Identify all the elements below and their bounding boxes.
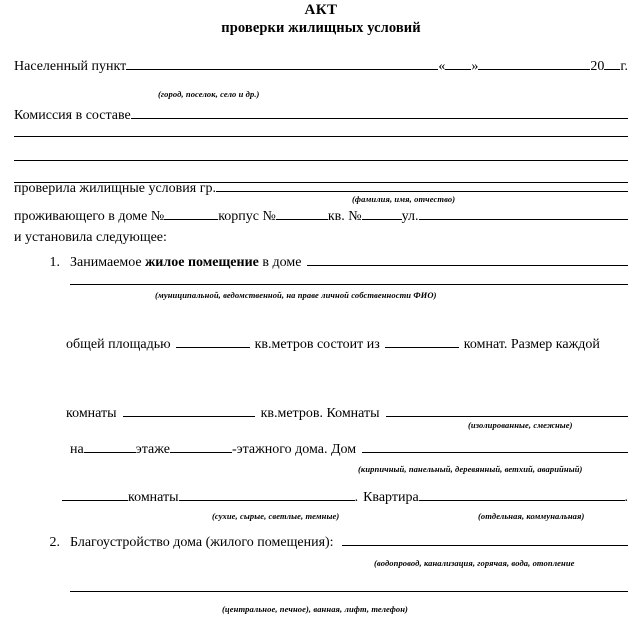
area-row bbox=[66, 336, 628, 353]
item-2-number: 2. bbox=[49, 535, 60, 550]
checked-label: проверила жилищные условия гр. bbox=[14, 181, 216, 196]
item-1-line-2[interactable] bbox=[70, 284, 628, 285]
item-2-line-2[interactable] bbox=[70, 591, 628, 592]
citizen-name-input[interactable] bbox=[216, 180, 628, 192]
commission-line-2[interactable] bbox=[14, 136, 628, 137]
area-middle-label: кв.метров состоит из bbox=[254, 337, 380, 352]
page-title: АКТ bbox=[304, 2, 338, 18]
day-input[interactable] bbox=[445, 58, 471, 70]
room-quality-row bbox=[62, 489, 628, 506]
hint-rooms-type: (изолированные, смежные) bbox=[468, 420, 573, 430]
house-type-input[interactable] bbox=[362, 441, 628, 453]
hint-full-name: (фамилия, имя, отчество) bbox=[352, 194, 456, 204]
settlement-input[interactable] bbox=[126, 58, 438, 70]
apartment-number-input[interactable] bbox=[362, 208, 402, 220]
item-2-text: Благоустройство дома (жилого помещения): bbox=[70, 535, 334, 550]
rooms-type-input[interactable] bbox=[386, 405, 628, 417]
rooms-prefix-label: комнаты bbox=[66, 406, 117, 421]
room-quality-input[interactable] bbox=[179, 489, 355, 501]
date-close-quote: » bbox=[471, 59, 479, 74]
street-input[interactable] bbox=[419, 208, 628, 220]
apartment-word: Квартира bbox=[363, 490, 419, 505]
area-prefix-label: общей площадью bbox=[66, 337, 171, 352]
hint-apartment-type: (отдельная, коммунальная) bbox=[478, 511, 585, 521]
hint-rooms-quality: (сухие, сырые, светлые, темные) bbox=[212, 511, 340, 521]
page-subtitle: проверки жилищных условий bbox=[221, 20, 421, 36]
hint-ownership: (муниципальной, ведомственной, на праве личной собственности ФИО) bbox=[155, 290, 437, 300]
date-open-quote: « bbox=[438, 59, 446, 74]
hint-house-type: (кирпичный, панельный, деревянный, ветхий, аварийный) bbox=[358, 464, 583, 474]
hint-amenities-2: (центральное, печное), ванная, лифт, телефон) bbox=[222, 604, 408, 614]
settlement-row bbox=[14, 58, 628, 75]
item-1-number: 1. bbox=[49, 255, 60, 270]
hint-amenities-1: (водопровод, канализация, горячая, вода, отопление bbox=[374, 558, 575, 568]
year-prefix: 20 bbox=[590, 59, 605, 74]
floor-prefix-label: на bbox=[70, 442, 84, 457]
year-input[interactable] bbox=[604, 58, 620, 70]
item-1-bold-text: жилое помещение bbox=[145, 255, 259, 270]
address-row bbox=[14, 208, 628, 225]
room-area-input[interactable] bbox=[123, 405, 255, 417]
commission-row bbox=[14, 107, 628, 124]
house-number-input[interactable] bbox=[164, 208, 218, 220]
room-quality-prefix-input[interactable] bbox=[62, 489, 128, 501]
apartment-period: . bbox=[624, 490, 628, 505]
hint-settlement: (город, поселок, село и др.) bbox=[158, 89, 260, 99]
item-1-row bbox=[38, 254, 628, 271]
building-label: корпус № bbox=[218, 209, 276, 224]
total-floors-input[interactable] bbox=[170, 441, 232, 453]
year-suffix: г. bbox=[620, 59, 628, 74]
title-block bbox=[0, 0, 642, 38]
floor-number-input[interactable] bbox=[84, 441, 136, 453]
room-quality-word: комнаты bbox=[128, 490, 179, 505]
total-area-input[interactable] bbox=[176, 336, 250, 348]
established-row bbox=[14, 230, 167, 246]
established-label: и установила следующее: bbox=[14, 230, 167, 245]
settlement-label: Населенный пункт bbox=[14, 59, 127, 74]
room-quality-period: . bbox=[354, 490, 359, 505]
apartment-type-input[interactable] bbox=[419, 489, 625, 501]
building-number-input[interactable] bbox=[276, 208, 328, 220]
street-label: ул. bbox=[401, 209, 419, 224]
item-1-text-before: Занимаемое bbox=[70, 255, 146, 270]
item-2-row bbox=[38, 534, 628, 551]
floor-row bbox=[70, 441, 628, 458]
rooms-count-input[interactable] bbox=[385, 336, 459, 348]
residing-label: проживающего в доме № bbox=[14, 209, 165, 224]
rooms-middle-label: кв.метров. Комнаты bbox=[260, 406, 380, 421]
item-2-amenities-input[interactable] bbox=[342, 534, 628, 546]
floor-after-label: -этажного дома. Дом bbox=[231, 442, 357, 457]
floor-middle-label: этаже bbox=[135, 442, 170, 457]
apartment-label: кв. № bbox=[327, 209, 362, 224]
checked-row bbox=[14, 180, 628, 197]
commission-label: Комиссия в составе bbox=[14, 108, 131, 123]
commission-line-3[interactable] bbox=[14, 160, 628, 161]
month-input[interactable] bbox=[478, 58, 590, 70]
item-1-house-input[interactable] bbox=[307, 254, 628, 266]
area-suffix-label: комнат. Размер каждой bbox=[463, 337, 600, 352]
commission-input[interactable] bbox=[131, 107, 628, 119]
item-1-text-after: в доме bbox=[258, 255, 302, 270]
